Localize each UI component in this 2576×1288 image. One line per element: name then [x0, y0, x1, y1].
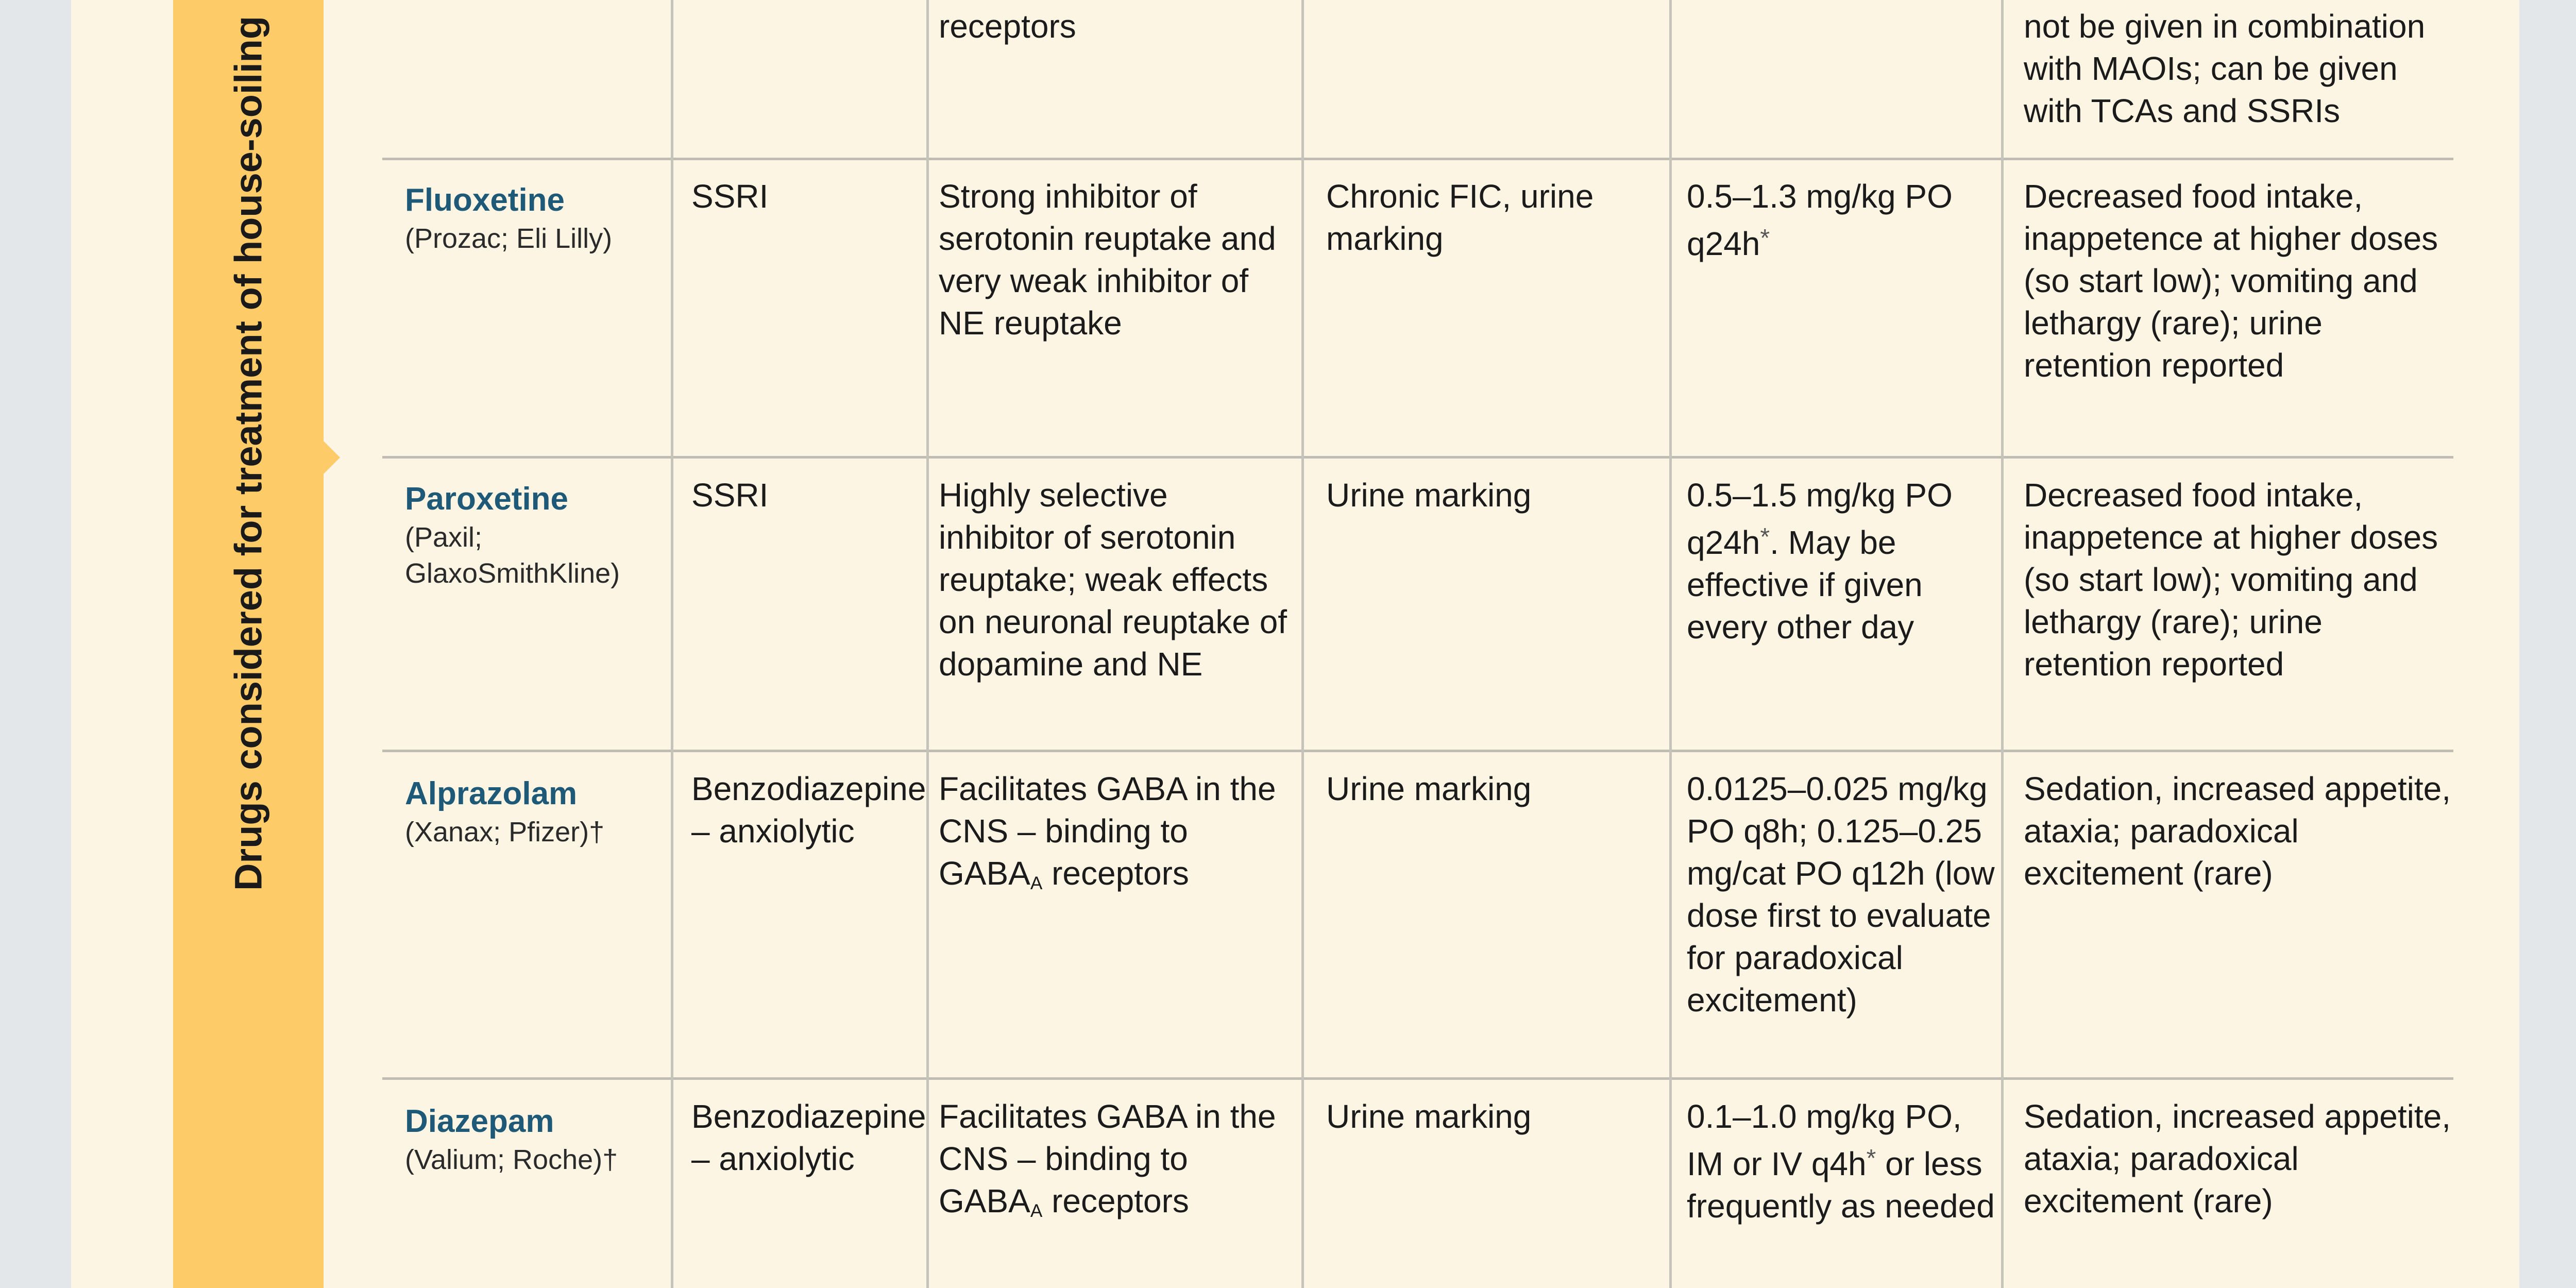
adverse-line: with MAOIs; can be given [2024, 50, 2398, 87]
adverse-effects-cell: Sedation, increased appetite, ataxia; paradoxical excitement (rare) [2024, 1098, 2451, 1219]
mechanism-cell: Highly selective inhibitor of serotonin reuptake; weak effects on neuronal reuptake of dopamine and NE [939, 477, 1287, 683]
indication-cell: Chronic FIC, urine marking [1326, 178, 1594, 257]
adverse-effects-cell [2024, 5, 2451, 132]
mechanism-text: Facilitates GABA in the CNS – binding to GABA [939, 770, 1276, 892]
drug-cell [405, 774, 663, 850]
drug-name: Paroxetine [405, 481, 569, 517]
footnote-mark: * [1760, 225, 1770, 252]
indication-cell: Urine marking [1326, 477, 1532, 514]
adverse-line: not be given in combination [2024, 8, 2426, 45]
column-divider [671, 0, 673, 1288]
dose-cell: 0.0125–0.025 mg/kg PO q8h; 0.125–0.25 mg/cat PO q12h (low dose first to evaluate for paradoxical excitement) [1687, 770, 1995, 1019]
drug-table [382, 0, 2453, 1288]
row-divider [382, 456, 2453, 459]
adverse-line: with TCAs and SSRIs [2024, 92, 2341, 129]
footnote-mark: * [1866, 1145, 1876, 1172]
drug-name: Fluoxetine [405, 182, 565, 218]
mechanism-text: receptors [1042, 855, 1189, 892]
row-divider [382, 1077, 2453, 1080]
drug-brand: (Paxil; GlaxoSmithKline) [405, 522, 620, 589]
row-divider [382, 750, 2453, 752]
class-cell: SSRI [691, 178, 769, 215]
adverse-effects-cell: Decreased food intake, inappetence at higher doses (so start low); vomiting and lethargy (rare); urine retention reported [2024, 178, 2438, 384]
mechanism-cell: Strong inhibitor of serotonin reuptake and very weak inhibitor of NE reuptake [939, 178, 1276, 342]
class-cell: Benzodiazepine – anxiolytic [691, 770, 926, 850]
subscript: A [1030, 873, 1043, 893]
adverse-effects-cell: Sedation, increased appetite, ataxia; paradoxical excitement (rare) [2024, 770, 2451, 892]
adverse-effects-cell: Decreased food intake, inappetence at higher doses (so start low); vomiting and lethargy (rare); urine retention reported [2024, 477, 2438, 683]
class-cell: Benzodiazepine – anxiolytic [691, 1098, 926, 1177]
column-divider [1301, 0, 1304, 1288]
class-cell: SSRI [691, 477, 769, 514]
dose-cell [1687, 1095, 1996, 1227]
column-divider [1669, 0, 1672, 1288]
indication-cell: Urine marking [1326, 1098, 1532, 1135]
drug-cell [405, 479, 663, 591]
column-divider [2001, 0, 2004, 1288]
drug-name: Alprazolam [405, 776, 578, 811]
drug-brand: (Xanax; Pfizer)† [405, 817, 605, 848]
dose-text: 0.1–1.0 mg/kg PO, IM or IV q4h [1687, 1098, 1962, 1182]
dose-note: or less frequently as needed [1687, 1145, 1995, 1225]
drug-brand: (Valium; Roche)† [405, 1144, 618, 1175]
drug-cell [405, 180, 663, 257]
dose-cell [1687, 175, 1996, 265]
dose-text: 0.5–1.5 mg/kg PO q24h [1687, 477, 1953, 561]
dose-text: 0.5–1.3 mg/kg PO q24h [1687, 178, 1953, 262]
banner-pointer [324, 441, 340, 474]
sidebar-title: Drugs considered for treatment of house-soiling [227, 15, 270, 891]
row-divider [382, 158, 2453, 160]
subscript: A [1030, 1200, 1043, 1221]
drug-brand: (Prozac; Eli Lilly) [405, 223, 613, 254]
column-divider [926, 0, 929, 1288]
mechanism-cell [939, 768, 1289, 905]
dose-cell [1687, 474, 1996, 648]
mechanism-cell: receptors [939, 8, 1076, 45]
footnote-mark: * [1760, 523, 1770, 551]
drug-name: Diazepam [405, 1104, 554, 1139]
indication-cell: Urine marking [1326, 770, 1532, 807]
mechanism-cell [939, 1095, 1289, 1232]
dose-note: . May be effective if given every other day [1687, 523, 1923, 646]
drug-cell [405, 1101, 663, 1178]
mechanism-text: Facilitates GABA in the CNS – binding to GABA [939, 1098, 1276, 1219]
mechanism-text: receptors [1042, 1182, 1189, 1219]
